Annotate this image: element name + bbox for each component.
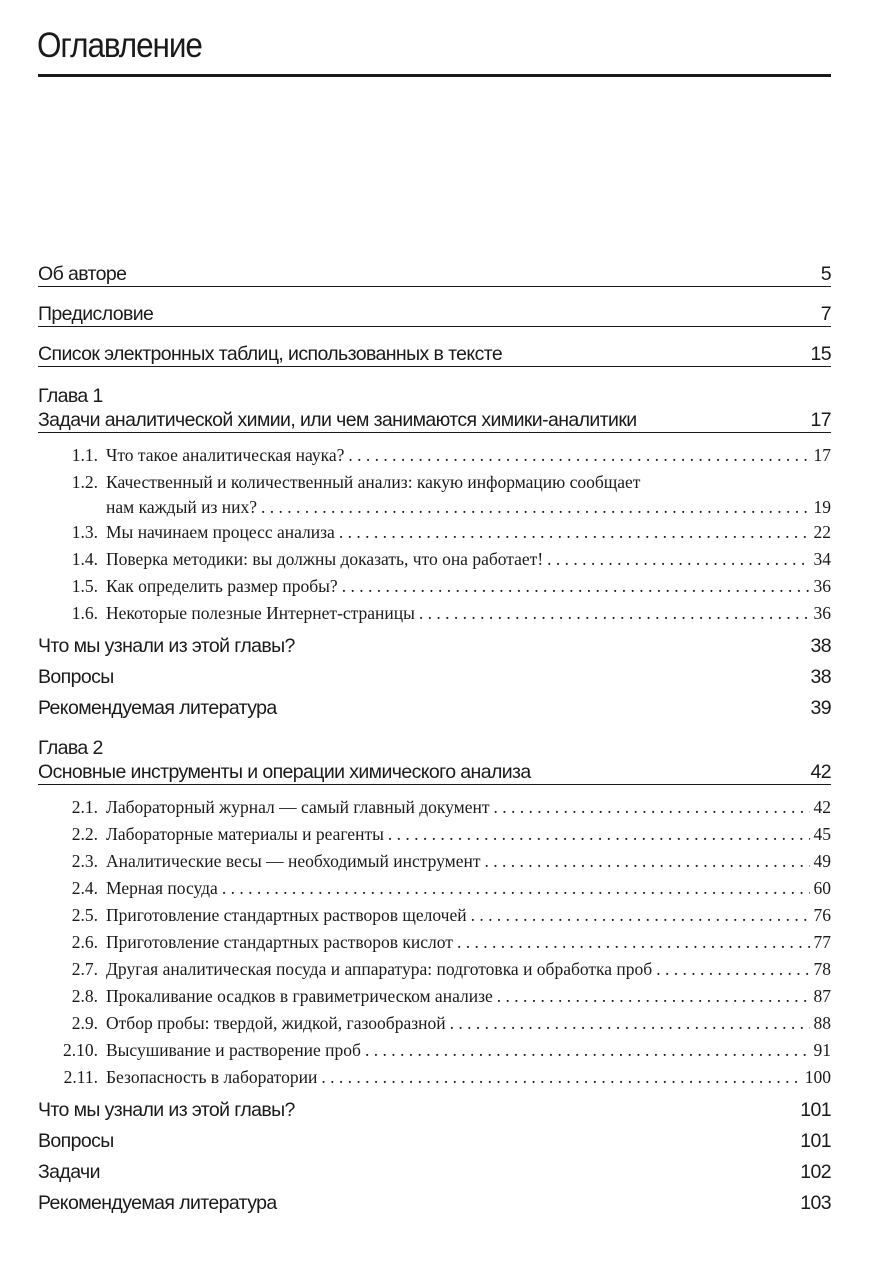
toc-entry[interactable] (38, 1153, 831, 1184)
entry-label: Вопросы (38, 1130, 114, 1152)
section-entry[interactable] (38, 573, 831, 600)
page-number: 7 (820, 303, 831, 325)
section-text: Отбор пробы: твердой, жидкой, газообразной (106, 1013, 446, 1033)
page-number: 76 (813, 905, 831, 925)
toc-entry[interactable] (38, 658, 831, 689)
section-body (106, 600, 831, 627)
section-entry[interactable] (38, 1037, 831, 1064)
chapter-title: Задачи аналитической химии, или чем занимаются химики-аналитики (38, 409, 637, 431)
spacer (38, 1215, 831, 1223)
page-number: 49 (813, 851, 831, 871)
page-number: 88 (813, 1013, 831, 1033)
section-body (106, 1037, 831, 1064)
section-text: Лабораторные материалы и реагенты (106, 824, 384, 844)
page-number: 101 (800, 1099, 831, 1121)
section-text: Мерная посуда (106, 878, 218, 898)
section-number: 2.9. (71, 1013, 98, 1033)
section-number: 1.5. (71, 576, 98, 596)
section-entry[interactable] (38, 902, 831, 929)
section-text: Прокаливание осадков в гравиметрическом анализе (106, 986, 493, 1006)
dot-leader (348, 442, 809, 469)
section-number: 1.1. (71, 445, 98, 465)
section-entry[interactable] (38, 983, 831, 1010)
dot-leader (261, 494, 810, 521)
section-entry[interactable] (38, 442, 831, 469)
section-entry[interactable] (38, 956, 831, 983)
page-number: 15 (810, 343, 831, 365)
toc-entry[interactable] (38, 336, 831, 367)
section-body (106, 956, 831, 983)
dot-leader (471, 902, 810, 929)
entry-label: Рекомендуемая литература (38, 1192, 277, 1214)
section-entry[interactable] (38, 600, 831, 627)
section-number: 2.8. (71, 986, 98, 1006)
section-number: 2.1. (71, 797, 98, 817)
section-body (106, 902, 831, 929)
section-body (106, 573, 831, 600)
section-body (106, 1064, 831, 1091)
section-text: Что такое аналитическая наука? (106, 445, 345, 465)
dot-leader (656, 956, 809, 983)
page-number: 17 (813, 445, 831, 465)
toc-entry[interactable] (38, 296, 831, 327)
section-text: нам каждый из них? (106, 497, 257, 517)
page-number: 34 (813, 549, 831, 569)
section-text: Аналитические весы — необходимый инструмент (106, 851, 481, 871)
dot-leader (547, 546, 809, 573)
entry-label: Задачи (38, 1161, 100, 1183)
section-number: 2.5. (71, 905, 98, 925)
section-number: 2.4. (71, 878, 98, 898)
entry-label: Рекомендуемая литература (38, 697, 277, 719)
entry-label: Список электронных таблиц, использованных в тексте (38, 343, 503, 365)
dot-leader (497, 983, 810, 1010)
page-number: 60 (813, 878, 831, 898)
page-number: 87 (813, 986, 831, 1006)
section-number: 1.4. (71, 549, 98, 569)
chapter-title-entry[interactable] (38, 760, 831, 785)
page-number: 101 (800, 1130, 831, 1152)
dot-leader (321, 1064, 800, 1091)
toc-entry[interactable] (38, 689, 831, 720)
page-number: 39 (810, 697, 831, 719)
dot-leader (388, 821, 810, 848)
section-number: 1.3. (71, 522, 98, 542)
section-entry[interactable] (38, 821, 831, 848)
section-body (106, 494, 831, 521)
section-number: 1.2. (71, 472, 98, 492)
section-entry[interactable] (38, 1064, 831, 1091)
toc-entry[interactable] (38, 627, 831, 658)
page-number: 45 (813, 824, 831, 844)
page-number: 38 (810, 666, 831, 688)
section-number: 2.10. (63, 1040, 98, 1060)
page-number: 42 (810, 761, 831, 783)
section-number: 2.6. (71, 932, 98, 952)
page-number: 36 (813, 576, 831, 596)
section-number: 2.2. (71, 824, 98, 844)
section-text: Как определить размер пробы? (106, 576, 338, 596)
section-number: 2.3. (71, 851, 98, 871)
dot-leader (365, 1037, 810, 1064)
section-body (106, 546, 831, 573)
section-body (106, 848, 831, 875)
section-body (106, 929, 831, 956)
page-number: 36 (813, 603, 831, 623)
dot-leader (457, 929, 810, 956)
section-body (106, 1010, 831, 1037)
section-text: Лабораторный журнал — самый главный документ (106, 797, 490, 817)
section-entry[interactable] (38, 1010, 831, 1037)
page-number: 78 (813, 959, 831, 979)
page-number: 17 (810, 409, 831, 431)
entry-label: Предисловие (38, 303, 154, 325)
toc-entry[interactable] (38, 1091, 831, 1122)
toc-entry[interactable] (38, 1184, 831, 1215)
spacer (38, 728, 831, 736)
chapter-label: Глава 1 (38, 385, 103, 407)
chapter-title-entry[interactable] (38, 408, 831, 433)
section-body (106, 519, 831, 546)
section-number: 2.11. (63, 1067, 98, 1087)
table-of-contents (38, 256, 831, 1223)
page-number: 19 (813, 497, 831, 517)
section-entry[interactable] (38, 546, 831, 573)
spacer (38, 376, 831, 384)
page-number: 5 (820, 263, 831, 285)
dot-leader (419, 600, 810, 627)
page-number: 91 (813, 1040, 831, 1060)
dot-leader (485, 848, 810, 875)
page-title: Оглавление (37, 26, 202, 65)
section-text: Безопасность в лаборатории (106, 1067, 318, 1087)
dot-leader (339, 519, 810, 546)
section-body (106, 442, 831, 469)
section-entry[interactable] (38, 794, 831, 821)
entry-label: Что мы узнали из этой главы? (38, 635, 295, 657)
entry-label: Вопросы (38, 666, 114, 688)
dot-leader (450, 1010, 810, 1037)
toc-entry[interactable] (38, 256, 831, 287)
section-text: Приготовление стандартных растворов щелочей (106, 905, 467, 925)
section-number: 1.6. (71, 603, 98, 623)
section-body (106, 469, 831, 496)
section-body (106, 794, 831, 821)
section-text: Некоторые полезные Интернет-страницы (106, 603, 415, 623)
section-number: 2.7. (71, 959, 98, 979)
section-text: Высушивание и растворение проб (106, 1040, 361, 1060)
section-body (106, 875, 831, 902)
page-number: 102 (800, 1161, 831, 1183)
dot-leader (494, 794, 810, 821)
page-number: 38 (810, 635, 831, 657)
page-number: 77 (813, 932, 831, 952)
dot-leader (222, 875, 810, 902)
section-entry[interactable] (38, 848, 831, 875)
chapter-title: Основные инструменты и операции химического анализа (38, 761, 531, 783)
section-body (106, 821, 831, 848)
section-text: Приготовление стандартных растворов кислот (106, 932, 453, 952)
section-entry[interactable] (38, 875, 831, 902)
section-text: Поверка методики: вы должны доказать, что она работает! (106, 549, 544, 569)
page-number: 42 (813, 797, 831, 817)
entry-label: Об авторе (38, 263, 127, 285)
title-rule (38, 74, 831, 77)
section-entry-continued[interactable] (38, 494, 831, 519)
section-text: Другая аналитическая посуда и аппаратура: подготовка и обработка проб (106, 959, 653, 979)
section-text: Мы начинаем процесс анализа (106, 522, 335, 542)
section-body (106, 983, 831, 1010)
page-number: 22 (813, 522, 831, 542)
page-number: 100 (804, 1067, 831, 1087)
section-text-line: Качественный и количественный анализ: какую информацию сообщает (106, 472, 641, 492)
entry-label: Что мы узнали из этой главы? (38, 1099, 295, 1121)
dot-leader (342, 573, 810, 600)
chapter-label: Глава 2 (38, 737, 103, 759)
page-number: 103 (800, 1192, 831, 1214)
section-entry[interactable] (38, 469, 831, 494)
section-entry[interactable] (38, 519, 831, 546)
toc-entry[interactable] (38, 1122, 831, 1153)
spacer (38, 720, 831, 728)
section-entry[interactable] (38, 929, 831, 956)
